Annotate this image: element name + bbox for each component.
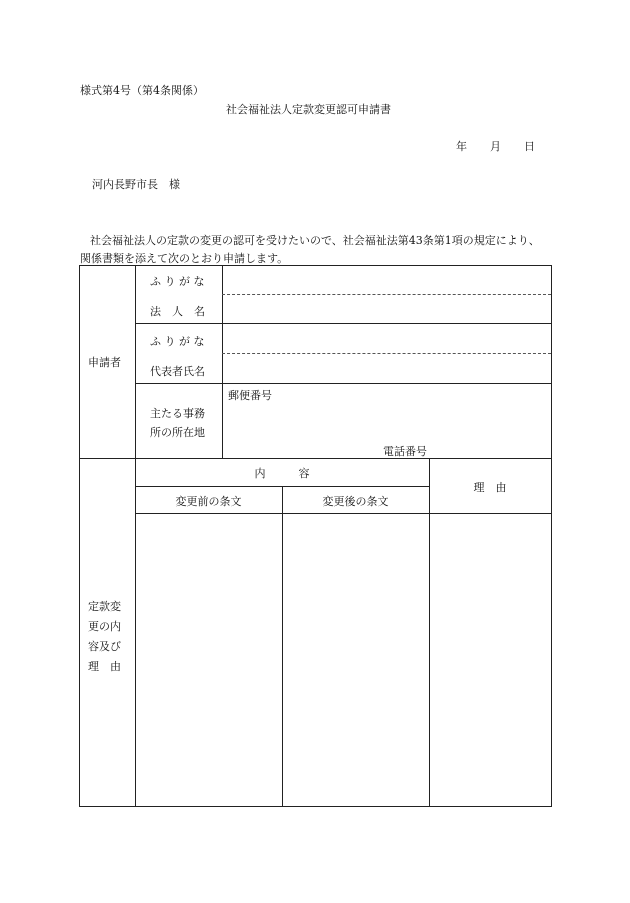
representative-name-input[interactable] — [223, 354, 551, 383]
applicant-section-label: 申請者 — [88, 356, 121, 369]
before-change-input[interactable] — [136, 514, 282, 806]
form-number: 様式第4号（第4条関係） — [80, 84, 204, 97]
intro-text-line-2: 関係書類を添えて次のとおり申請します。 — [80, 252, 289, 265]
furigana-label-1: ふ り が な — [150, 275, 205, 288]
office-label-line-2: 所の所在地 — [150, 426, 205, 439]
office-label-line-1: 主たる事務 — [150, 407, 205, 420]
after-change-header: 変更後の条文 — [322, 495, 389, 508]
document-title: 社会福祉法人定款変更認可申請書 — [226, 103, 391, 116]
office-address-input[interactable] — [223, 384, 551, 458]
changes-label-line-3: 容及び — [88, 640, 121, 653]
furigana-label-2: ふ り が な — [150, 335, 205, 348]
reason-header: 理 由 — [473, 481, 507, 494]
date-day-label: 日 — [524, 140, 535, 153]
after-change-input[interactable] — [283, 514, 429, 806]
corp-name-label: 法 人 名 — [150, 305, 205, 318]
content-header: 内 容 — [254, 467, 310, 480]
changes-label-line-1: 定款変 — [88, 600, 121, 613]
corp-name-input[interactable] — [223, 295, 551, 323]
changes-label-line-2: 更の内 — [88, 620, 121, 633]
intro-text-line-1: 社会福祉法人の定款の変更の認可を受けたいので、社会福祉法第43条第1項の規定により、 — [90, 234, 540, 247]
postal-code-label: 郵便番号 — [228, 389, 272, 402]
date-year-label: 年 — [456, 140, 467, 153]
phone-number-label: 電話番号 — [383, 445, 427, 458]
representative-label: 代表者氏名 — [150, 365, 205, 378]
before-change-header: 変更前の条文 — [175, 495, 242, 508]
table-right-border — [551, 265, 552, 807]
furigana-rep-input[interactable] — [223, 324, 551, 353]
table-left-border — [79, 265, 80, 807]
table-bottom-border — [79, 806, 552, 807]
furigana-corp-input[interactable] — [223, 266, 551, 294]
addressee: 河内長野市長 様 — [92, 178, 180, 191]
section-divider — [79, 458, 552, 459]
changes-label-line-4: 理 由 — [88, 660, 121, 673]
reason-input[interactable] — [430, 514, 551, 806]
date-month-label: 月 — [490, 140, 501, 153]
